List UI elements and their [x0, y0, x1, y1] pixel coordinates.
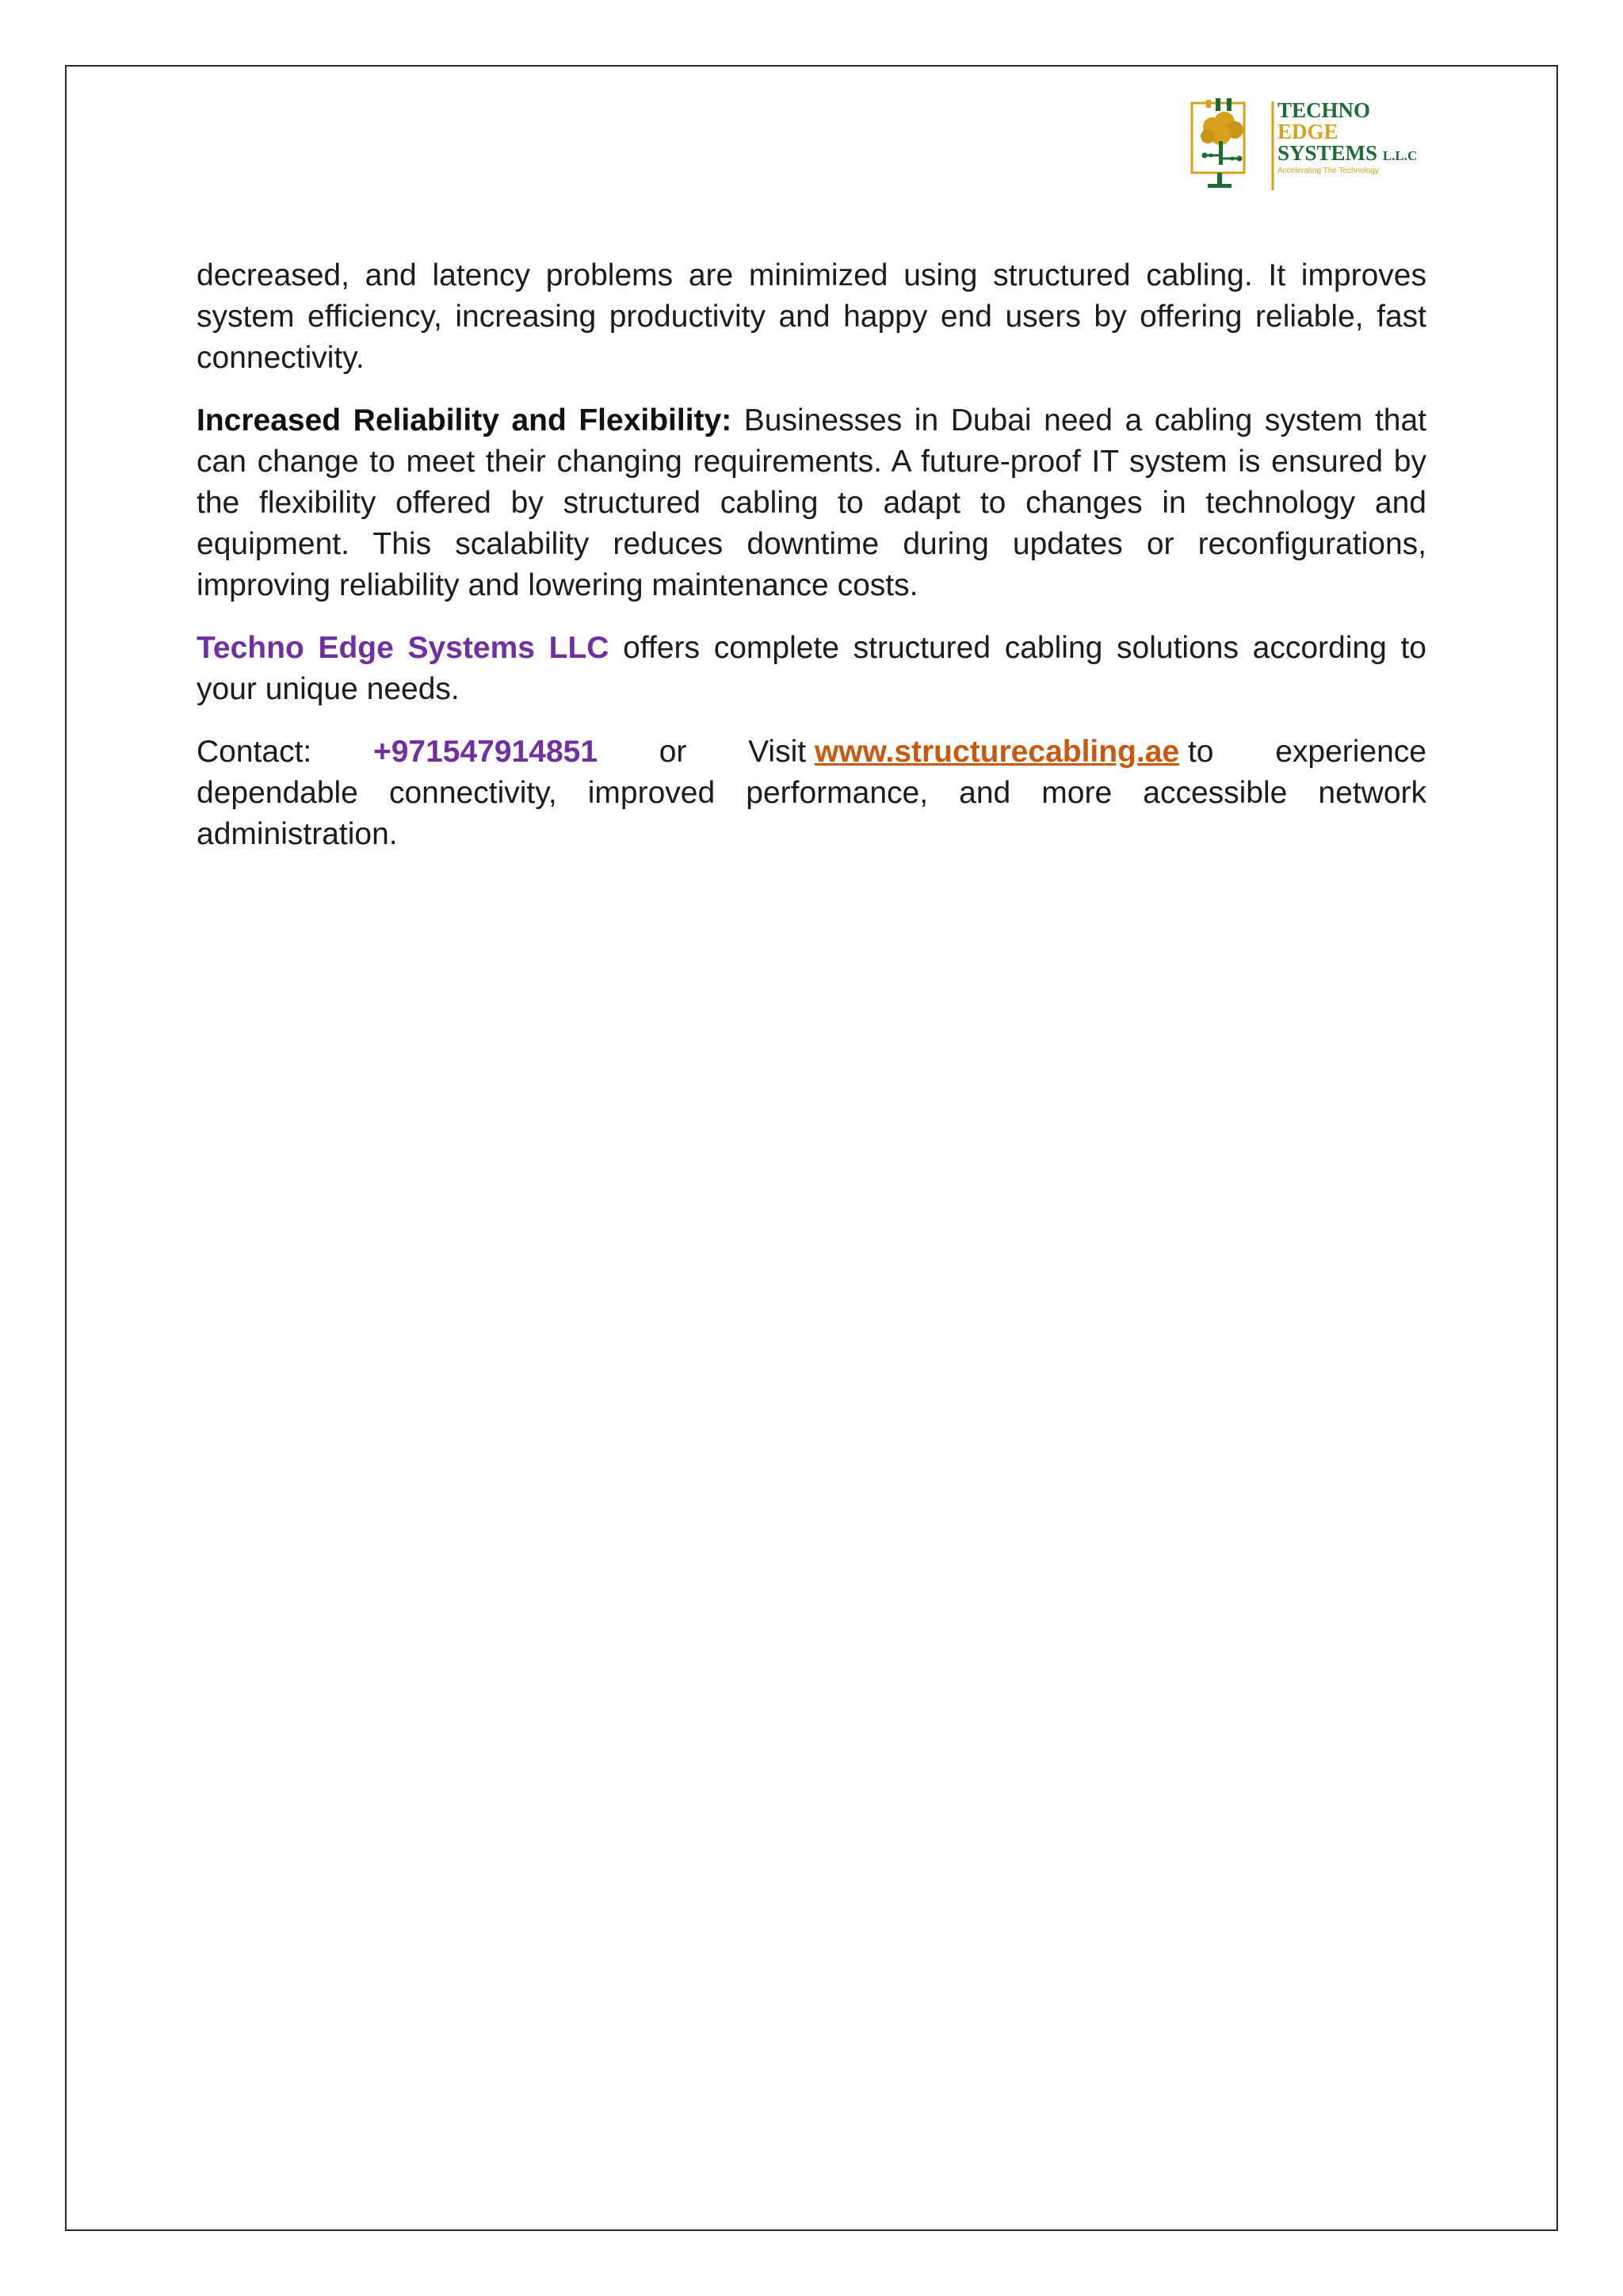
logo-line-edge: EDGE	[1277, 120, 1338, 143]
contact-label: Contact:	[197, 735, 312, 769]
logo-llc-suffix: L.L.C	[1382, 148, 1418, 163]
paragraph-reliability	[197, 400, 1426, 606]
logo-monitor-tree-icon	[1189, 98, 1276, 192]
offer-text: offers complete structured cabling solutions according to your unique needs.	[197, 631, 1426, 706]
logo-tagline: Accelerating The Technology	[1277, 166, 1380, 175]
phone-number[interactable]: +971547914851	[372, 735, 598, 769]
paragraph-offer	[197, 628, 1426, 710]
contact-visit-with-link	[748, 732, 1213, 773]
logo-systems-word: SYSTEMS	[1277, 141, 1378, 165]
document-body	[197, 255, 1426, 877]
contact-experience: experience	[1275, 735, 1426, 769]
website-link[interactable]: www.structurecabling.ae	[814, 735, 1180, 769]
logo-line-techno: TECHNO	[1277, 98, 1371, 122]
contact-to: to	[1187, 735, 1214, 769]
logo-line-systems	[1277, 143, 1417, 166]
contact-or: or	[659, 735, 687, 769]
reliability-text: Businesses in Dubai need a cabling system that can change to meet their changing requirements. A future-proof IT system is ensured by the flexibility offered by structured cabling to adapt to changes in technology and equipment. This scalability reduces downtime during updates or reconfigurations, improving reliability and lowering maintenance costs.	[197, 403, 1426, 602]
contact-visit: Visit	[748, 735, 807, 769]
contact-rest: dependable connectivity, improved performance, and more accessible network administration.	[197, 776, 1426, 851]
paragraph-latency: decreased, and latency problems are minimized using structured cabling. It improves system efficiency, increasing productivity and happy end users by offering reliable, fast connectivity.	[197, 258, 1426, 375]
company-logo	[1189, 98, 1419, 193]
reliability-heading: Increased Reliability and Flexibility:	[197, 403, 732, 437]
logo-wordmark	[1277, 100, 1417, 176]
brand-name: Techno Edge Systems LLC	[197, 631, 609, 665]
paragraph-contact	[197, 732, 1426, 855]
contact-line	[197, 732, 1426, 773]
